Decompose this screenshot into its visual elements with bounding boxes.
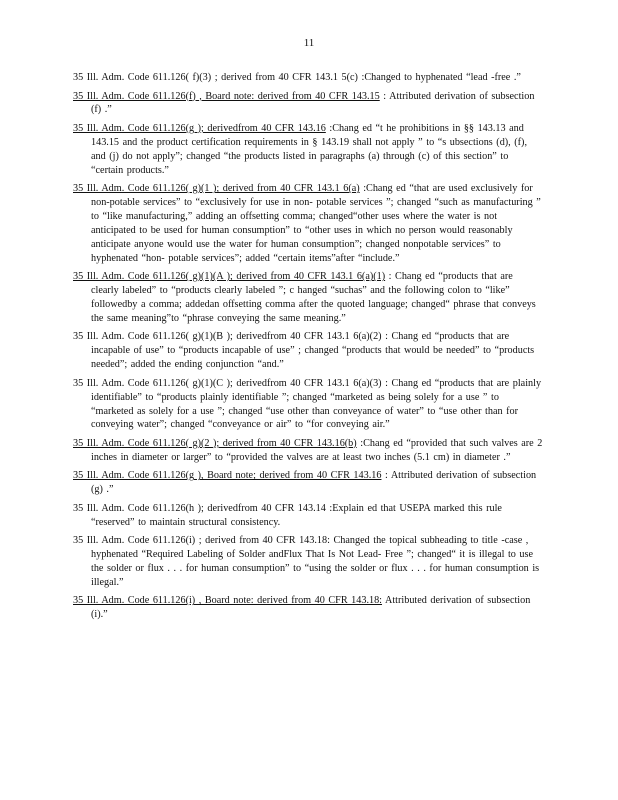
derivation-entry bbox=[73, 330, 543, 372]
change-description: :Chang ed “t he prohibitions in §§ 143.13 and 143.15 and the product certification requirements in § 143.19 shall not apply ” to “s ubsections (d), (f), and (j) do not apply”; changed “the products listed in paragraphs (a) through (c) of this section” to “certain products.” bbox=[91, 122, 527, 176]
change-description: Attributed derivation of subsection (i).” bbox=[91, 595, 531, 621]
derivation-entry bbox=[73, 534, 543, 590]
change-description: :Chang ed “that are used exclusively for non-potable services” to “exclusively for use in non- potable services ”; changed “such as manufacturing ” to “like manufacturing,” adding an offsetting comma; changed“other uses where the water is not anticipated to be used for human consumption” to “other uses in which no person would reasonably anticipate anyone would use the water for human consumption”; changed nonpotable services” to hyphenated “hon- potable services”; added “certain items”after “include.” bbox=[91, 183, 541, 264]
citation-text: 35 Ill. Adm. Code 611.126( f)(3) ; derived from 40 CFR 143.1 5(c) bbox=[73, 72, 358, 83]
citation-text: 35 Ill. Adm. Code 611.126(g ), Board note; derived from 40 CFR 143.16 bbox=[73, 470, 382, 482]
change-description: : Attributed derivation of subsection (f) .” bbox=[91, 90, 535, 116]
change-description: :Chang ed “provided that such valves are 2 inches in diameter or larger” to “provided the valves are at least two inches (5.1 cm) in diameter .” bbox=[91, 437, 543, 463]
change-description: : Chang ed “products that are clearly labeled” to “products clearly labeled ”; c hanged “suchas” and the following colon to “like” followedby a comma; addedan offsetting comma after the quoted language; changed“ phrase that conveys the same meaning”to “phrase conveying the same meaning.” bbox=[91, 271, 536, 324]
derivation-entry bbox=[73, 270, 543, 326]
citation-text: 35 Ill. Adm. Code 611.126( g)(1)(C ); derivedfrom 40 CFR 143.1 6(a)(3) bbox=[73, 377, 382, 389]
change-description: : Chang ed “products that are plainly identifiable” to “products plainly identifiable ”; changed “marketed as being solely for a use ” to “marketed as solely for a use ”; changed “use other than conveyance of water” to “use other than for conveying water”; changed “conveyance or air” to “for conveying air.” bbox=[91, 377, 542, 431]
derivation-entry bbox=[73, 182, 543, 265]
citation-text: 35 Ill. Adm. Code 611.126(i) , Board note: derived from 40 CFR 143.18: bbox=[73, 595, 383, 607]
derivation-entry bbox=[73, 122, 543, 178]
derivation-list bbox=[73, 71, 543, 627]
citation-text: 35 Ill. Adm. Code 611.126(i) ; derived from 40 CFR 143.18: bbox=[73, 535, 330, 547]
derivation-entry bbox=[73, 469, 543, 497]
change-description: : Chang ed “products that are incapable of use” to “products incapable of use” ; changed “products that would be needed” to “products needed”; added the ending conjunction “and.” bbox=[91, 331, 535, 371]
derivation-entry bbox=[73, 71, 543, 85]
change-description: :Changed to hyphenated “lead -free .” bbox=[357, 72, 521, 83]
citation-text: 35 Ill. Adm. Code 611.126( g)(1)(B ); derivedfrom 40 CFR 143.1 6(a)(2) bbox=[73, 331, 382, 343]
change-description: : Attributed derivation of subsection (g) .” bbox=[91, 470, 537, 496]
citation-text: 35 Ill. Adm. Code 611.126( g)(1)(A ); derived from 40 CFR 143.1 6(a)(1) bbox=[73, 271, 386, 283]
derivation-entry bbox=[73, 502, 543, 530]
derivation-entry bbox=[73, 594, 543, 622]
citation-text: 35 Ill. Adm. Code 611.126(h ); derivedfrom 40 CFR 143.14 bbox=[73, 502, 326, 514]
change-description: :Explain ed that USEPA marked this rule “reserved” to maintain structural consistency. bbox=[91, 502, 502, 528]
citation-text: 35 Ill. Adm. Code 611.126(f) , Board note: derived from 40 CFR 143.15 bbox=[73, 90, 380, 102]
change-description: Changed the topical subheading to title -case , hyphenated “Required Labeling of Solder andFlux That Is Not Lead- Free ”; changed“ it is illegal to use the solder or flux . . . for human consumption” to “using the solder or flux . . . for human consumption is illegal.” bbox=[91, 535, 540, 588]
citation-text: 35 Ill. Adm. Code 611.126( g)(1 ); derived from 40 CFR 143.1 6(a) bbox=[73, 183, 360, 195]
citation-text: 35 Ill. Adm. Code 611.126( g)(2 ); derived from 40 CFR 143.16(b) bbox=[73, 437, 357, 449]
derivation-entry bbox=[73, 437, 543, 465]
derivation-entry bbox=[73, 90, 543, 118]
page-number: 11 bbox=[303, 37, 315, 49]
derivation-entry bbox=[73, 377, 543, 433]
citation-text: 35 Ill. Adm. Code 611.126(g ); derivedfrom 40 CFR 143.16 bbox=[73, 122, 326, 134]
